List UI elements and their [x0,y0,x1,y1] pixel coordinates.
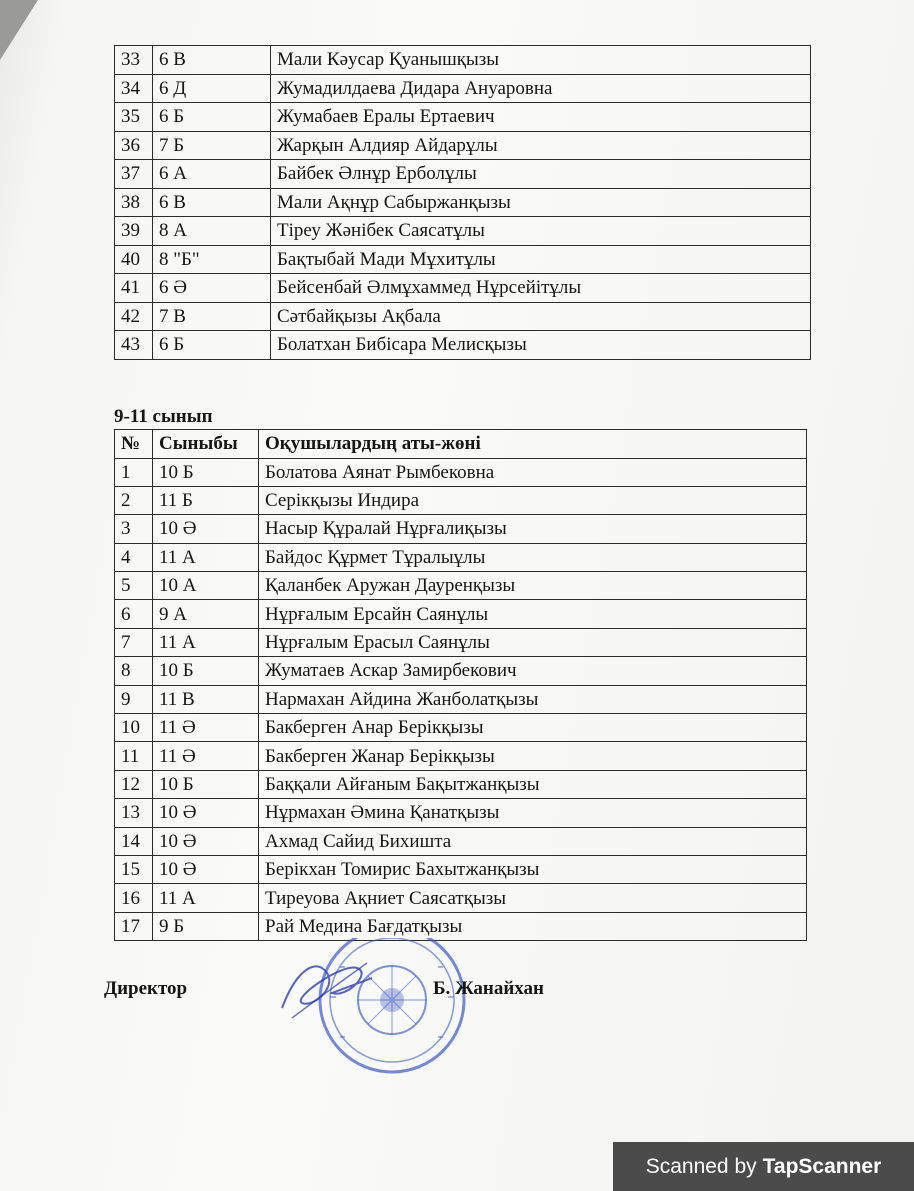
table-row [115,302,811,331]
row-number: 43 [115,331,153,360]
row-student-name: Бақтыбай Мади Мұхитұлы [271,245,811,274]
row-number: 40 [115,245,153,274]
row-class: 9 Б [153,912,259,940]
row-number: 39 [115,217,153,246]
row-student-name: Нұрғалым Ерасыл Саянұлы [259,628,807,656]
column-header-number: № [115,430,153,459]
table-row [115,600,807,628]
row-class: 11 А [153,628,259,656]
row-number: 11 [115,742,153,770]
row-student-name: Жумадилдаева Дидара Ануаровна [271,74,811,103]
row-class: 10 А [153,572,259,600]
table-row [115,486,807,514]
row-student-name: Байдос Құрмет Тұралыұлы [259,543,807,571]
row-number: 2 [115,486,153,514]
table-row [115,543,807,571]
row-number: 5 [115,572,153,600]
section-heading-9-11: 9-11 сынып [114,406,213,427]
row-student-name: Мали Кәусар Қуанышқызы [271,46,811,75]
row-student-name: Насыр Құралай Нұрғалиқызы [259,515,807,543]
row-class: 6 Д [153,74,271,103]
row-number: 8 [115,657,153,685]
table-row [115,245,811,274]
row-student-name: Жумабаев Ералы Ертаевич [271,103,811,132]
row-class: 6 Б [153,331,271,360]
row-number: 9 [115,685,153,713]
row-class: 6 В [153,46,271,75]
row-student-name: Жуматаев Аскар Замирбекович [259,657,807,685]
director-title: Директор [104,978,188,999]
row-number: 6 [115,600,153,628]
table-header-row [115,430,807,459]
row-class: 10 Б [153,657,259,685]
row-number: 10 [115,714,153,742]
row-student-name: Нармахан Айдина Жанболатқызы [259,685,807,713]
row-student-name: Мали Ақнұр Сабыржанқызы [271,188,811,217]
row-student-name: Қаланбек Аружан Дауренқызы [259,572,807,600]
table-row [115,103,811,132]
row-class: 11 Б [153,486,259,514]
row-number: 33 [115,46,153,75]
student-list-table-9-11 [114,429,807,941]
director-signature-icon [272,948,382,1028]
row-number: 1 [115,458,153,486]
row-student-name: Бакберген Анар Берікқызы [259,714,807,742]
table-row [115,827,807,855]
row-class: 10 Б [153,770,259,798]
table-row [115,799,807,827]
row-student-name: Берікхан Томирис Бахытжанқызы [259,855,807,883]
row-student-name: Серікқызы Индира [259,486,807,514]
row-number: 38 [115,188,153,217]
row-class: 6 Ә [153,274,271,303]
row-class: 10 Ә [153,827,259,855]
table-row [115,217,811,246]
row-class: 11 А [153,884,259,912]
table-row [115,884,807,912]
row-class: 6 Б [153,103,271,132]
row-class: 8 А [153,217,271,246]
table-row [115,628,807,656]
table-row [115,714,807,742]
student-list-table-continued [114,45,811,360]
row-class: 10 Ә [153,515,259,543]
row-class: 10 Ә [153,855,259,883]
director-name: Б. Жанайхан [433,978,544,999]
row-number: 16 [115,884,153,912]
row-student-name: Ахмад Сайид Бихишта [259,827,807,855]
row-class: 6 А [153,160,271,189]
row-class: 11 А [153,543,259,571]
row-class: 7 В [153,302,271,331]
row-class: 11 Ә [153,742,259,770]
row-student-name: Бакберген Жанар Берікқызы [259,742,807,770]
row-class: 10 Ә [153,799,259,827]
row-class: 11 Ә [153,714,259,742]
row-student-name: Болатова Аянат Рымбековна [259,458,807,486]
row-student-name: Нұрғалым Ерсайн Саянұлы [259,600,807,628]
row-number: 3 [115,515,153,543]
row-student-name: Болатхан Бибісара Мелисқызы [271,331,811,360]
table-row [115,274,811,303]
row-number: 12 [115,770,153,798]
row-number: 4 [115,543,153,571]
scanner-watermark-badge [613,1142,914,1191]
row-student-name: Байбек Әлнұр Ерболұлы [271,160,811,189]
row-class: 11 В [153,685,259,713]
row-class: 10 Б [153,458,259,486]
column-header-name: Оқушылардың аты-жөні [259,430,807,459]
row-number: 7 [115,628,153,656]
table-row [115,572,807,600]
row-student-name: Тиреуова Ақниет Саясатқызы [259,884,807,912]
row-class: 9 А [153,600,259,628]
row-student-name: Тіреу Жәнібек Саясатұлы [271,217,811,246]
row-number: 15 [115,855,153,883]
table-row [115,160,811,189]
row-student-name: Сәтбайқызы Ақбала [271,302,811,331]
row-student-name: Бейсенбай Әлмұхаммед Нұрсейітұлы [271,274,811,303]
row-student-name: Нұрмахан Әмина Қанатқызы [259,799,807,827]
column-header-class: Сыныбы [153,430,259,459]
row-student-name: Баққали Айғаным Бақытжанқызы [259,770,807,798]
table-row [115,458,807,486]
row-number: 41 [115,274,153,303]
row-class: 7 Б [153,131,271,160]
row-class: 6 В [153,188,271,217]
table-row [115,46,811,75]
scanner-badge-brand: TapScanner [762,1154,882,1178]
row-student-name: Рай Медина Бағдатқызы [259,912,807,940]
table-row [115,74,811,103]
row-number: 13 [115,799,153,827]
table-row [115,131,811,160]
table-row [115,685,807,713]
table-row [115,912,807,940]
scanner-badge-prefix: Scanned by [645,1154,757,1178]
row-student-name: Жарқын Алдияр Айдарұлы [271,131,811,160]
table-row [115,515,807,543]
table-row [115,657,807,685]
row-number: 14 [115,827,153,855]
table-row [115,855,807,883]
row-number: 17 [115,912,153,940]
table-row [115,188,811,217]
row-number: 35 [115,103,153,132]
row-number: 42 [115,302,153,331]
table-row [115,770,807,798]
table-row [115,331,811,360]
row-number: 34 [115,74,153,103]
row-class: 8 "Б" [153,245,271,274]
table-row [115,742,807,770]
row-number: 36 [115,131,153,160]
row-number: 37 [115,160,153,189]
